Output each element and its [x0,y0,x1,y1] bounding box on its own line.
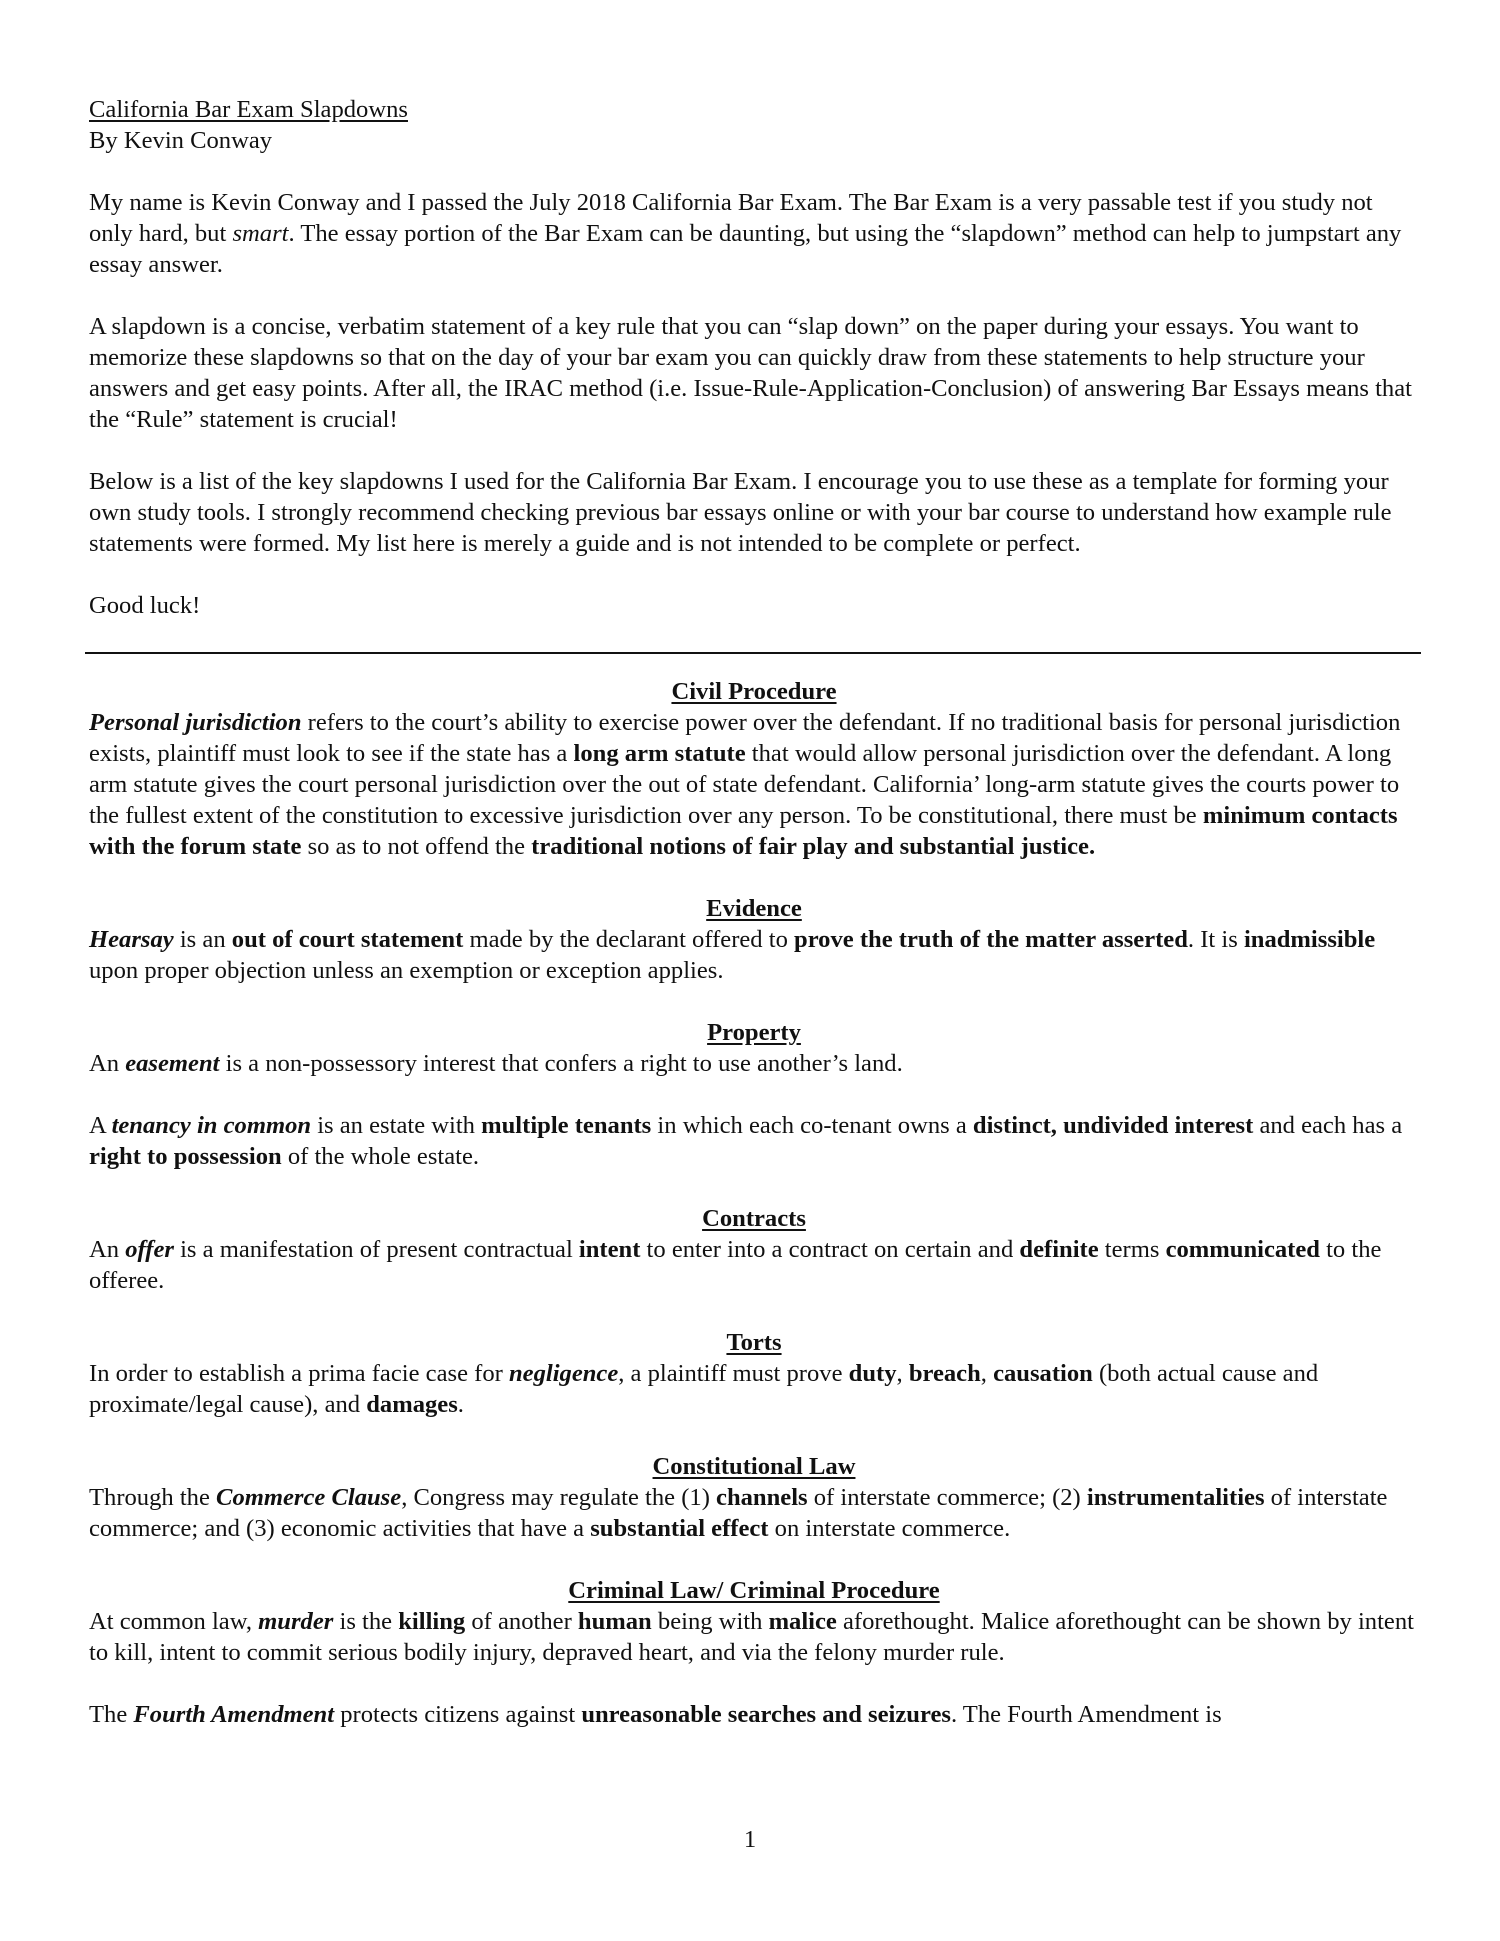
section-heading: Criminal Law/ Criminal Procedure [568,1577,940,1604]
text-run: that would allow personal jurisdiction over the defendant. A long arm statute gives the court personal jurisdiction over the out of state defendant. California’ long-arm statute gives the courts power to the fullest extent of the constitution to excessive jurisdiction over any person. To be constitutional, there must be [89,740,1400,829]
emphasized-term: instrumentalities [1086,1484,1265,1511]
section [89,1451,1419,1544]
paragraph [89,1606,1419,1668]
emphasized-term: distinct, undivided interest [972,1112,1254,1139]
emphasized-term: duty [848,1360,897,1387]
section-heading: Evidence [706,895,802,922]
emphasized-term: killing [398,1608,466,1635]
emphasized-term: prove the truth of the matter asserted [794,926,1188,953]
text-run: made by the declarant offered to [463,926,795,953]
paragraph [89,707,1419,862]
emphasized-term: inadmissible [1243,926,1376,953]
text-run: upon proper objection unless an exemption or exception applies. [89,957,724,984]
text-run: protects citizens against [334,1701,582,1728]
text-run: . The Fourth Amendment is [950,1701,1222,1728]
section [89,1203,1419,1296]
section [89,893,1419,986]
emphasized-term: damages [366,1391,458,1418]
document-body [89,94,1419,1761]
emphasized-term: negligence [508,1360,619,1387]
page-number: 1 [743,1826,757,1853]
text-run: In order to establish a prima facie case for [89,1360,509,1387]
paragraph [89,590,1419,621]
emphasized-term: Hearsay [89,926,174,953]
text-run: , [980,1360,994,1387]
section-heading: Constitutional Law [652,1453,856,1480]
emphasized-term: multiple tenants [481,1112,652,1139]
text-run: is a non-possessory interest that confers a right to use another’s land. [219,1050,903,1077]
text-run: being with [651,1608,769,1635]
text-run: of interstate commerce; (2) [807,1484,1087,1511]
section-heading: Contracts [702,1205,806,1232]
section-heading: Property [707,1019,801,1046]
paragraph [89,1048,1419,1079]
emphasized-term: communicated [1165,1236,1320,1263]
emphasized-term: Personal jurisdiction [89,709,302,736]
text-run: of interstate commerce; and (3) economic activities that have a [89,1484,1388,1542]
emphasized-term: murder [258,1608,334,1635]
emphasized-term: Fourth Amendment [133,1701,335,1728]
emphasized-term: breach [908,1360,981,1387]
emphasized-term: easement [125,1050,220,1077]
paragraph [89,1482,1419,1544]
emphasized-term: long arm statute [573,740,746,767]
paragraph [89,1110,1419,1172]
section [89,1575,1419,1730]
section-heading: Torts [726,1329,782,1356]
text-run: , a plaintiff must prove [618,1360,849,1387]
text-run: on interstate commerce. [768,1515,1011,1542]
paragraph [89,311,1419,435]
emphasized-term: minimum contacts with the forum state [89,802,1398,860]
paragraph [89,1699,1419,1730]
emphasized-term: channels [716,1484,808,1511]
author-line: By Kevin Conway [89,127,273,154]
text-run: Below is a list of the key slapdowns I used for the California Bar Exam. I encourage you to use these as a template for forming your own study tools. I strongly recommend checking previous bar essays online or with your bar course to understand how example rule statements were formed. My list here is merely a guide and is not intended to be complete or perfect. [89,468,1392,557]
emphasized-term: intent [578,1236,641,1263]
emphasized-term: offer [125,1236,174,1263]
text-run: A [89,1112,112,1139]
text-run: is the [333,1608,399,1635]
text-run: , Congress may regulate the (1) [401,1484,717,1511]
text-run: . [457,1391,464,1418]
emphasized-term: definite [1019,1236,1099,1263]
section [89,676,1419,862]
text-run: of the whole estate. [281,1143,480,1170]
section [89,1327,1419,1420]
text-run: aforethought. Malice aforethought can be shown by intent to kill, intent to commit serious bodily injury, depraved heart, and via the felony murder rule. [89,1608,1414,1666]
emphasized-term: right to possession [89,1143,282,1170]
text-run: My name is Kevin Conway and I passed the July 2018 California Bar Exam. The Bar Exam is a very passable test if you study not only hard, but [89,189,1373,247]
text-run: An [89,1050,126,1077]
paragraph [89,924,1419,986]
emphasized-term: smart [232,220,289,247]
text-run: Good luck! [89,592,201,619]
text-run: Through the [89,1484,217,1511]
text-run: to enter into a contract on certain and [640,1236,1020,1263]
document-title: California Bar Exam Slapdowns [89,96,408,123]
paragraph [89,466,1419,559]
text-run: and each has a [1253,1112,1403,1139]
text-run: of another [465,1608,578,1635]
text-run: is an [173,926,232,953]
section [89,1017,1419,1172]
text-run: , [896,1360,909,1387]
text-run: A slapdown is a concise, verbatim statement of a key rule that you can “slap down” on the paper during your essays. You want to memorize these slapdowns so that on the day of your bar exam you can quickly draw from these statements to help structure your answers and get easy points. After all, the IRAC method (i.e. Issue-Rule-Application-Conclusion) of answering Bar Essays means that the “Rule” statement is crucial! [89,313,1412,433]
text-run: An [89,1236,126,1263]
text-run: is an estate with [311,1112,482,1139]
section-divider [85,652,1421,654]
emphasized-term: substantial effect [590,1515,769,1542]
text-run: At common law, [89,1608,259,1635]
section-heading: Civil Procedure [671,678,837,705]
emphasized-term: tenancy in common [111,1112,312,1139]
emphasized-term: human [577,1608,652,1635]
text-run: . It is [1187,926,1244,953]
emphasized-term: malice [768,1608,837,1635]
introduction [89,187,1419,621]
text-run: terms [1098,1236,1166,1263]
slapdown-sections [89,676,1419,1730]
text-run: refers to the court’s ability to exercise power over the defendant. If no traditional basis for personal jurisdiction exists, plaintiff must look to see if the state has a [89,709,1401,767]
emphasized-term: Commerce Clause [216,1484,402,1511]
text-run: is a manifestation of present contractual [173,1236,579,1263]
text-run: to the offeree. [89,1236,1382,1294]
text-run: . The essay portion of the Bar Exam can be daunting, but using the “slapdown” method can help to jumpstart any essay answer. [89,220,1402,278]
paragraph [89,1358,1419,1420]
text-run: in which each co-tenant owns a [651,1112,973,1139]
text-run: so as to not offend the [301,833,532,860]
text-run: (both actual cause and proximate/legal cause), and [89,1360,1319,1418]
paragraph [89,1234,1419,1296]
emphasized-term: out of court statement [231,926,464,953]
emphasized-term: unreasonable searches and seizures [581,1701,951,1728]
emphasized-term: causation [993,1360,1093,1387]
emphasized-term: traditional notions of fair play and substantial justice. [531,833,1096,860]
paragraph [89,187,1419,280]
text-run: The [89,1701,134,1728]
